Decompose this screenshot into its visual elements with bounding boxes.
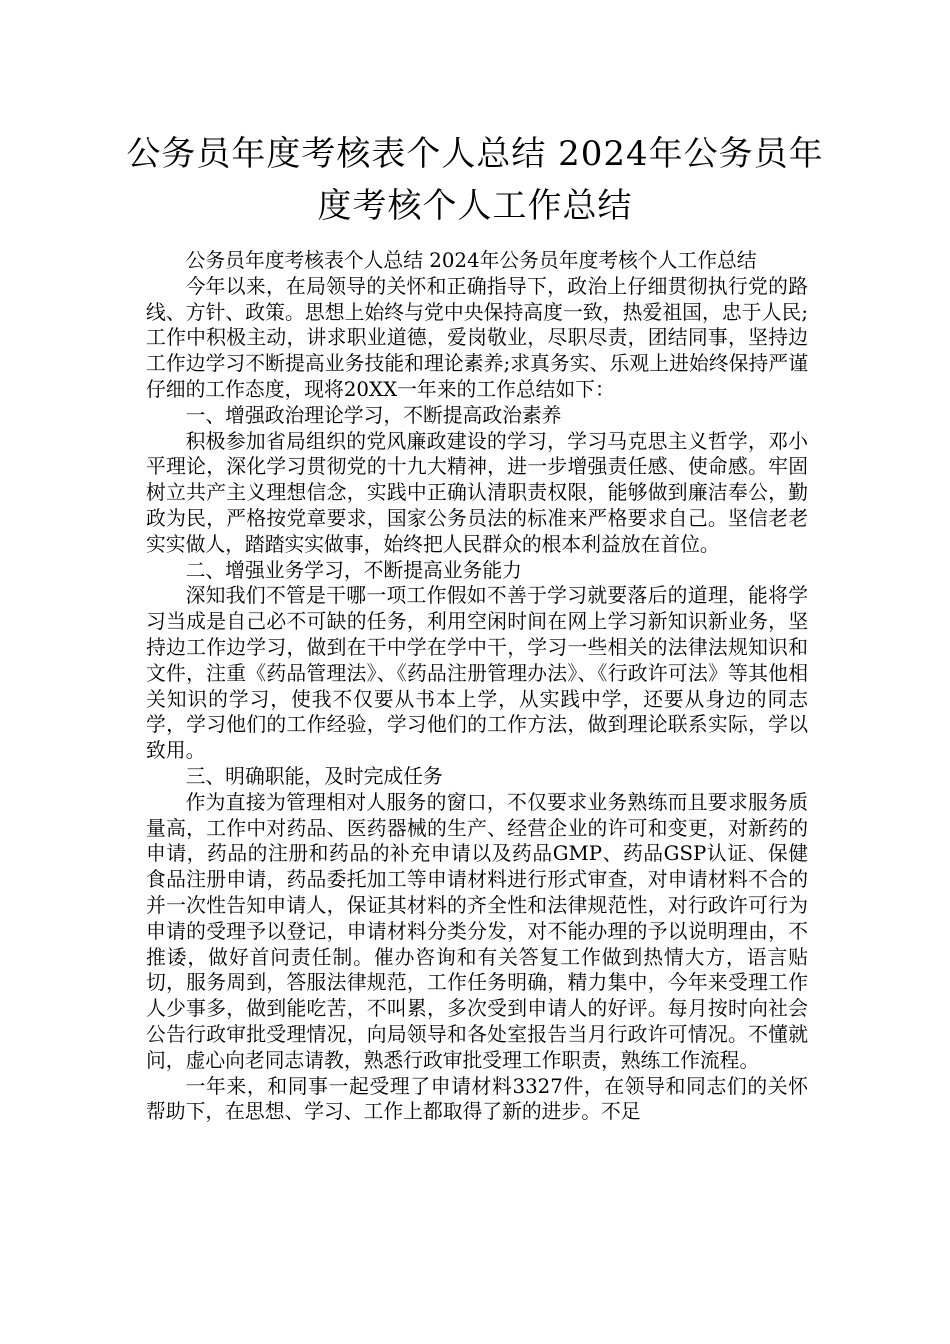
section-paragraph-1: 积极参加省局组织的党风廉政建设的学习，学习马克思主义哲学，邓小平理论，深化学习贯彻党的十九大精神，进一步增强责任感、使命感。牢固树立共产主义理想信念，实践中正确认清职责权限，能够做到廉洁奉公，勤政为民，严格按党章要求，国家公务员法的标准来严格要求自己。坚信老老实实做人，踏踏实实做事，始终把人民群众的根本利益放在首位。 [146,429,808,556]
document-body [146,248,808,1125]
section-heading-2: 二、增强业务学习，不断提高业务能力 [185,558,522,582]
intro-paragraph: 公务员年度考核表个人总结 2024年公务员年度考核个人工作总结 [185,249,757,272]
closing-paragraph: 一年来，和同事一起受理了申请材料3327件，在领导和同志们的关怀帮助下，在思想、学习、工作上都取得了新的进步。不足 [146,1074,808,1124]
section-heading-1: 一、增强政治理论学习，不断提高政治素养 [185,403,562,427]
section-heading-3: 三、明确职能，及时完成任务 [185,764,443,788]
section-paragraph-3: 作为直接为管理相对人服务的窗口，不仅要求业务熟练而且要求服务质量高，工作中对药品、医药器械的生产、经营企业的许可和变更，对新药的申请，药品的注册和药品的补充申请以及药品GMP、药品GSP认证、保健食品注册申请，药品委托加工等申请材料进行形式审查，对申请材料不合的并一次性告知申请人，保证其材料的齐全性和法律规范性，对行政许可行为申请的受理予以登记，申请材料分类分发，对不能办理的予以说明理由，不推诿，做好首问责任制。催办咨询和有关答复工作做到热情大方，语言贴切，服务周到，答服法律规范，工作任务明确，精力集中，今年来受理工作人少事多，做到能吃苦，不叫累，多次受到申请人的好评。每月按时向社会公告行政审批受理情况，向局领导和各处室报告当月行政许可情况。不懂就问，虚心向老同志请教，熟悉行政审批受理工作职责，熟练工作流程。 [146,790,808,1072]
document-title: 公务员年度考核表个人总结 2024年公务员年度考核个人工作总结 [126,134,824,226]
section-paragraph-2: 深知我们不管是干哪一项工作假如不善于学习就要落后的道理，能将学习当成是自己必不可缺的任务，利用空闲时间在网上学习新知识新业务，坚持边工作边学习，做到在干中学在学中干，学习一些相关的法律法规知识和文件，注重《药品管理法》、《药品注册管理办法》、《行政许可法》等其他相关知识的学习，使我不仅要从书本上学，从实践中学，还要从身边的同志学，学习他们的工作经验，学习他们的工作方法，做到理论联系实际，学以致用。 [146,584,808,763]
summary-paragraph: 今年以来，在局领导的关怀和正确指导下，政治上仔细贯彻执行党的路线、方针、政策。思想上始终与党中央保持高度一致，热爱祖国，忠于人民;工作中积极主动，讲求职业道德，爱岗敬业，尽职尽责，团结同事，坚持边工作边学习不断提高业务技能和理论素养;求真务实、乐观上进始终保持严谨仔细的工作态度，现将20XX一年来的工作总结如下： [146,274,808,401]
